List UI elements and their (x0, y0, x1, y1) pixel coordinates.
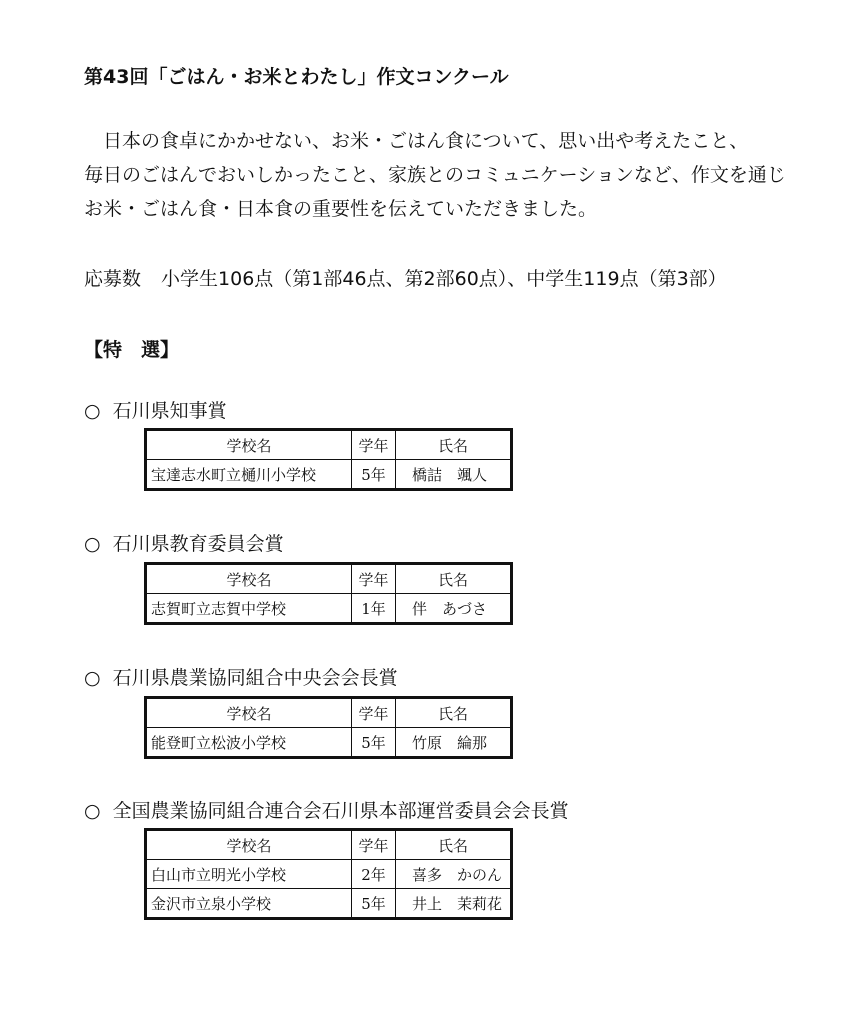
header-grade: 学年 (352, 430, 396, 460)
header-school: 学校名 (146, 698, 352, 728)
header-name: 氏名 (396, 830, 512, 860)
cell-grade: 1年 (352, 594, 396, 624)
header-name: 氏名 (396, 564, 512, 594)
cell-grade: 5年 (352, 728, 396, 758)
table-row (146, 860, 512, 889)
circle-bullet-icon: ○ (84, 667, 101, 689)
header-name: 氏名 (396, 698, 512, 728)
table-header-row (146, 564, 512, 594)
award-name: 石川県知事賞 (112, 400, 227, 422)
cell-grade: 2年 (352, 860, 396, 889)
intro-line-1: 日本の食卓にかかせない、お米・ごはん食について、思い出や考えたこと、 (103, 130, 749, 152)
intro-line-2: 毎日のごはんでおいしかったこと、家族とのコミュニケーションなど、作文を通じ (84, 164, 786, 186)
cell-school: 宝達志水町立樋川小学校 (146, 460, 352, 490)
award-table (144, 696, 513, 759)
entry-count-detail: 小学生106点（第1部46点、第2部60点）、中学生119点（第3部） (161, 268, 727, 290)
intro-paragraph (84, 124, 824, 226)
table-header-row (146, 698, 512, 728)
cell-school: 白山市立明光小学校 (146, 860, 352, 889)
circle-bullet-icon: ○ (84, 800, 101, 822)
table-row (146, 594, 512, 624)
award-table (144, 428, 513, 491)
header-grade: 学年 (352, 564, 396, 594)
document-title: 第43回「ごはん・お米とわたし」作文コンクール (84, 66, 509, 88)
entry-count-label: 応募数 (84, 268, 142, 290)
cell-school: 志賀町立志賀中学校 (146, 594, 352, 624)
header-school: 学校名 (146, 564, 352, 594)
award-title (84, 529, 284, 556)
section-heading-special-selection: 【特 選】 (84, 339, 180, 361)
circle-bullet-icon: ○ (84, 400, 101, 422)
cell-name: 橋詰 颯人 (396, 460, 512, 490)
header-school: 学校名 (146, 830, 352, 860)
cell-grade: 5年 (352, 460, 396, 490)
header-grade: 学年 (352, 698, 396, 728)
table-header-row (146, 830, 512, 860)
cell-school: 金沢市立泉小学校 (146, 889, 352, 919)
table-header-row (146, 430, 512, 460)
header-school: 学校名 (146, 430, 352, 460)
award-name: 石川県教育委員会賞 (112, 533, 284, 555)
entry-count (84, 264, 727, 291)
cell-grade: 5年 (352, 889, 396, 919)
award-table (144, 562, 513, 625)
award-name: 石川県農業協同組合中央会会長賞 (112, 667, 398, 689)
award-title (84, 663, 398, 690)
award-table (144, 828, 513, 920)
cell-name: 伴 あづさ (396, 594, 512, 624)
table-row (146, 460, 512, 490)
header-grade: 学年 (352, 830, 396, 860)
cell-name: 井上 茉莉花 (396, 889, 512, 919)
cell-school: 能登町立松波小学校 (146, 728, 352, 758)
cell-name: 竹原 綸那 (396, 728, 512, 758)
intro-line-3: お米・ごはん食・日本食の重要性を伝えていただきました。 (84, 198, 598, 220)
award-name: 全国農業協同組合連合会石川県本部運営委員会会長賞 (112, 800, 569, 822)
circle-bullet-icon: ○ (84, 533, 101, 555)
table-row (146, 728, 512, 758)
award-title (84, 396, 227, 423)
table-row (146, 889, 512, 919)
header-name: 氏名 (396, 430, 512, 460)
award-title (84, 796, 569, 823)
cell-name: 喜多 かのん (396, 860, 512, 889)
